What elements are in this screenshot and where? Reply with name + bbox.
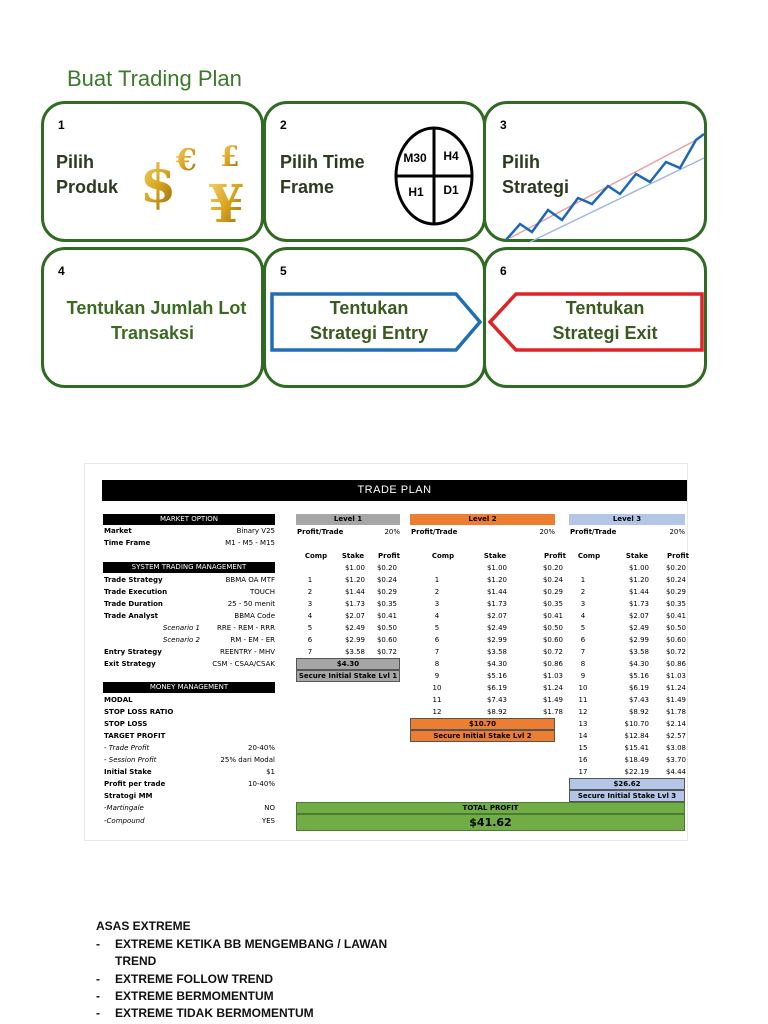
level2-comp: 10 [432,684,442,692]
tf-h4: H4 [443,149,459,163]
asas-item-text: EXTREME KETIKA BB MENGEMBANG / LAWAN [115,937,388,951]
row-value: RM - EM - ER [230,636,275,644]
tf-d1: D1 [443,183,459,197]
level2-secure-stake: Secure Initial Stake Lvl 2 [410,730,555,742]
row-value: Binary V25 [236,527,275,535]
level3-total: $26.62 [569,778,685,790]
row-value: REENTRY - MHV [220,648,275,656]
level1-comp: 7 [307,648,313,656]
level1-comp: 1 [307,576,313,584]
row-value: BBMA OA MTF [225,576,275,584]
level1-profit-trade-value: 20% [384,528,400,536]
card-label [510,296,700,346]
card-label [44,296,261,346]
level3-profit: $2.57 [665,732,686,740]
level1-comp: 2 [307,588,313,596]
asas-item [96,1005,314,1022]
asas-item-text: EXTREME BERMOMENTUM [115,989,274,1003]
mm-row-key: -Compound [104,817,145,825]
level1-stake: $2.07 [344,612,365,620]
level1-stake: $1.00 [344,564,365,572]
row-value: RRE - REM - RRR [216,624,275,632]
mm-row-key: STOP LOSS [104,720,148,728]
mm-row-value: 25% dari Modal [220,756,275,764]
level3-stake: $12.84 [624,732,649,740]
level3-stake: $1.00 [628,564,649,572]
level3-col-header: Comp [577,552,601,560]
mm-row-key: STOP LOSS RATIO [104,708,174,716]
svg-text:£: £ [220,140,240,173]
level3-comp: 7 [580,648,586,656]
level3-comp: 14 [578,732,588,740]
card-label [274,296,464,346]
level3-stake: $2.07 [628,612,649,620]
level1-col-header: Profit [378,552,400,560]
level1-stake: $2.99 [344,636,365,644]
level3-stake: $22.19 [624,768,649,776]
level3-comp: 16 [578,756,588,764]
level3-stake: $1.73 [628,600,649,608]
level3-secure-stake: Secure Initial Stake Lvl 3 [569,790,685,802]
level3-profit: $0.35 [665,600,686,608]
level3-stake: $10.70 [624,720,649,728]
level2-profit: $1.78 [542,708,563,716]
level1-profit: $0.72 [376,648,397,656]
card-strategi-exit [483,247,707,388]
level3-stake: $18.49 [624,756,649,764]
level2-header: Level 2 [410,514,555,525]
level3-comp: 13 [578,720,588,728]
level3-comp: 17 [578,768,588,776]
mm-row-value: $1 [266,768,275,776]
level2-comp: 9 [434,672,440,680]
level2-profit: $1.24 [542,684,563,692]
level1-comp: 3 [307,600,313,608]
level2-profit: $0.50 [542,624,563,632]
asas-item [96,936,387,970]
mm-row-key: - Session Profit [104,756,157,764]
bullet-dash: - [96,937,100,951]
level2-stake: $5.16 [486,672,507,680]
row-key: Trade Analyst [104,612,158,620]
total-profit-value: $41.62 [296,814,685,831]
level1-profit-trade-label: Profit/Trade [297,528,344,536]
level1-profit: $0.24 [376,576,397,584]
level3-stake: $2.49 [628,624,649,632]
level1-header: Level 1 [296,514,400,525]
level2-stake: $7.43 [486,696,507,704]
mm-row-key: TARGET PROFIT [104,732,166,740]
level3-profit: $0.24 [665,576,686,584]
level1-profit: $0.20 [376,564,397,572]
trade-plan-title: TRADE PLAN [102,480,687,501]
system-trading-header: SYSTEM TRADING MANAGEMENT [103,562,275,573]
level3-profit: $0.60 [665,636,686,644]
level3-profit-trade-label: Profit/Trade [570,528,617,536]
card-label-line2: Strategi [502,177,570,197]
level3-comp: 12 [578,708,588,716]
level2-col-header: Profit [544,552,566,560]
level1-stake: $3.58 [344,648,365,656]
card-label [502,150,569,200]
row-value: BBMA Code [234,612,275,620]
level3-stake: $3.58 [628,648,649,656]
level2-profit: $1.03 [542,672,563,680]
level3-profit: $3.70 [665,756,686,764]
row-key: Exit Strategy [104,660,156,668]
level2-stake: $8.92 [486,708,507,716]
level1-profit: $0.50 [376,624,397,632]
card-pilih-time-frame [263,101,486,242]
row-key: Scenario 2 [162,636,200,644]
level3-profit: $1.03 [665,672,686,680]
level2-profit: $0.41 [542,612,563,620]
level3-profit: $1.49 [665,696,686,704]
level3-profit-trade-value: 20% [669,528,685,536]
mm-row-key: Stratogi MM [104,792,153,800]
level1-comp: 6 [307,636,313,644]
level3-stake: $2.99 [628,636,649,644]
level3-profit: $2.14 [665,720,686,728]
level1-profit: $0.35 [376,600,397,608]
card-number: 1 [58,118,65,132]
card-number: 5 [280,264,287,278]
level2-comp: 6 [434,636,440,644]
level3-col-header: Profit [667,552,689,560]
level3-stake: $4.30 [628,660,649,668]
row-value: TOUCH [249,588,275,596]
card-number: 3 [500,118,507,132]
row-key: Time Frame [104,539,151,547]
level2-profit-trade-value: 20% [539,528,555,536]
level3-profit: $0.20 [665,564,686,572]
mm-row-value: NO [264,804,275,812]
level3-comp: 2 [580,588,586,596]
level3-stake: $15.41 [624,744,649,752]
bullet-dash: - [96,972,100,986]
level2-profit: $0.24 [542,576,563,584]
level3-comp: 15 [578,744,588,752]
level2-comp: 7 [434,648,440,656]
level3-stake: $6.19 [628,684,649,692]
total-profit-label: TOTAL PROFIT [296,802,685,814]
level2-comp: 4 [434,612,440,620]
card-number: 2 [280,118,287,132]
level2-profit: $0.72 [542,648,563,656]
market-option-header: MARKET OPTION [103,514,275,525]
level2-col-header: Comp [431,552,455,560]
row-key: Market [104,527,132,535]
level3-comp: 10 [578,684,588,692]
card-label-line1: Pilih [56,152,95,172]
card-label [56,150,118,200]
level3-stake: $5.16 [628,672,649,680]
card-label-line1: Tentukan Jumlah Lot [66,298,247,318]
level1-col-header: Comp [304,552,328,560]
level2-profit: $0.60 [542,636,563,644]
level3-comp: 4 [580,612,586,620]
currency-symbols-icon [138,130,258,230]
level2-profit: $0.86 [542,660,563,668]
level3-col-header: Stake [625,552,649,560]
level1-profit: $0.60 [376,636,397,644]
card-label-line2: Produk [56,177,119,197]
level2-stake: $1.44 [486,588,507,596]
level2-comp: 5 [434,624,440,632]
level1-comp: 5 [307,624,313,632]
level3-profit: $0.41 [665,612,686,620]
level3-profit: $3.08 [665,744,686,752]
level3-comp: 6 [580,636,586,644]
level1-profit: $0.41 [376,612,397,620]
card-label-line1: Pilih Time [280,152,365,172]
level2-stake: $2.99 [486,636,507,644]
level2-stake: $1.00 [486,564,507,572]
row-key: Entry Strategy [104,648,162,656]
card-pilih-strategi [483,101,707,242]
level3-stake: $1.20 [628,576,649,584]
row-key: Trade Duration [104,600,163,608]
row-value: M1 - M5 - M15 [225,539,275,547]
level1-stake: $1.20 [344,576,365,584]
level2-comp: 2 [434,588,440,596]
level3-comp: 8 [580,660,586,668]
card-strategi-entry [263,247,486,388]
level3-comp: 9 [580,672,586,680]
svg-text:¥: ¥ [208,174,245,230]
card-jumlah-lot [41,247,264,388]
card-label-line2: Frame [280,177,335,197]
mm-row-value: YES [261,817,275,825]
level2-profit: $0.20 [542,564,563,572]
level1-col-header: Stake [341,552,365,560]
card-pilih-produk [41,101,264,242]
mm-row-key: -Martingale [104,804,144,812]
level1-profit: $0.29 [376,588,397,596]
level2-col-header: Stake [483,552,507,560]
level3-profit: $4.44 [665,768,686,776]
level3-stake: $1.44 [628,588,649,596]
level1-stake: $1.44 [344,588,365,596]
level2-stake: $2.49 [486,624,507,632]
level2-profit: $0.29 [542,588,563,596]
level3-profit: $1.24 [665,684,686,692]
asas-item [96,988,274,1005]
plan-title: Buat Trading Plan [67,66,242,91]
row-key: Trade Strategy [104,576,163,584]
card-label-line1: Pilih [502,152,541,172]
level2-profit-trade-label: Profit/Trade [411,528,458,536]
mm-row-value: 20-40% [248,744,275,752]
mm-row-key: Profit per trade [104,780,166,788]
asas-item-text-cont: TREND [115,954,157,968]
asas-item [96,971,273,988]
level2-stake: $2.07 [486,612,507,620]
mm-row-key: MODAL [104,696,133,704]
level2-profit: $1.49 [542,696,563,704]
card-label-line1: Tentukan [565,298,645,318]
level1-comp: 4 [307,612,313,620]
level3-comp: 5 [580,624,586,632]
card-number: 4 [58,264,65,278]
level2-comp: 12 [432,708,442,716]
level2-comp: 3 [434,600,440,608]
card-label-line2: Strategi Exit [552,323,658,343]
level2-profit: $0.35 [542,600,563,608]
card-label-line1: Tentukan [329,298,409,318]
mm-row-key: Initial Stake [104,768,152,776]
level3-profit: $1.78 [665,708,686,716]
timeframe-clock-icon [392,124,476,228]
card-number: 6 [500,264,507,278]
level2-stake: $1.20 [486,576,507,584]
level2-stake: $4.30 [486,660,507,668]
card-label-line2: Strategi Entry [309,323,429,343]
svg-text:$: $ [140,154,177,215]
svg-text:€: € [176,143,197,178]
level2-comp: 1 [434,576,440,584]
trade-plan-sheet [84,463,688,841]
level3-comp: 1 [580,576,586,584]
level3-stake: $7.43 [628,696,649,704]
tf-m30: M30 [403,151,427,165]
level3-profit: $0.86 [665,660,686,668]
level2-stake: $6.19 [486,684,507,692]
level3-stake: $8.92 [628,708,649,716]
asas-item-text: EXTREME TIDAK BERMOMENTUM [115,1006,314,1020]
level2-total: $10.70 [410,718,555,730]
level2-stake: $3.58 [486,648,507,656]
money-management-header: MONEY MANAGEMENT [103,682,275,693]
row-value: CSM - CSAA/CSAK [212,660,275,668]
row-key: Trade Execution [104,588,168,596]
bullet-dash: - [96,1006,100,1020]
level1-stake: $2.49 [344,624,365,632]
level2-comp: 11 [432,696,442,704]
row-key: Scenario 1 [162,624,200,632]
level3-comp: 11 [578,696,588,704]
card-label-line2: Transaksi [110,323,195,343]
card-label [280,150,365,200]
level3-comp: 3 [580,600,586,608]
level3-profit: $0.50 [665,624,686,632]
level1-secure-stake: Secure Initial Stake Lvl 1 [296,670,400,682]
level3-profit: $0.72 [665,648,686,656]
tf-h1: H1 [408,185,424,199]
asas-item-text: EXTREME FOLLOW TREND [115,972,273,986]
level2-comp: 8 [434,660,440,668]
asas-title: ASAS EXTREME [96,919,191,933]
mm-row-key: - Trade Profit [104,744,150,752]
level1-stake: $1.73 [344,600,365,608]
level1-total: $4.30 [296,658,400,670]
row-value: 25 - 50 menit [227,600,275,608]
mm-row-value: 10-40% [248,780,275,788]
level3-profit: $0.29 [665,588,686,596]
bullet-dash: - [96,989,100,1003]
level3-header: Level 3 [569,514,685,525]
level2-stake: $1.73 [486,600,507,608]
